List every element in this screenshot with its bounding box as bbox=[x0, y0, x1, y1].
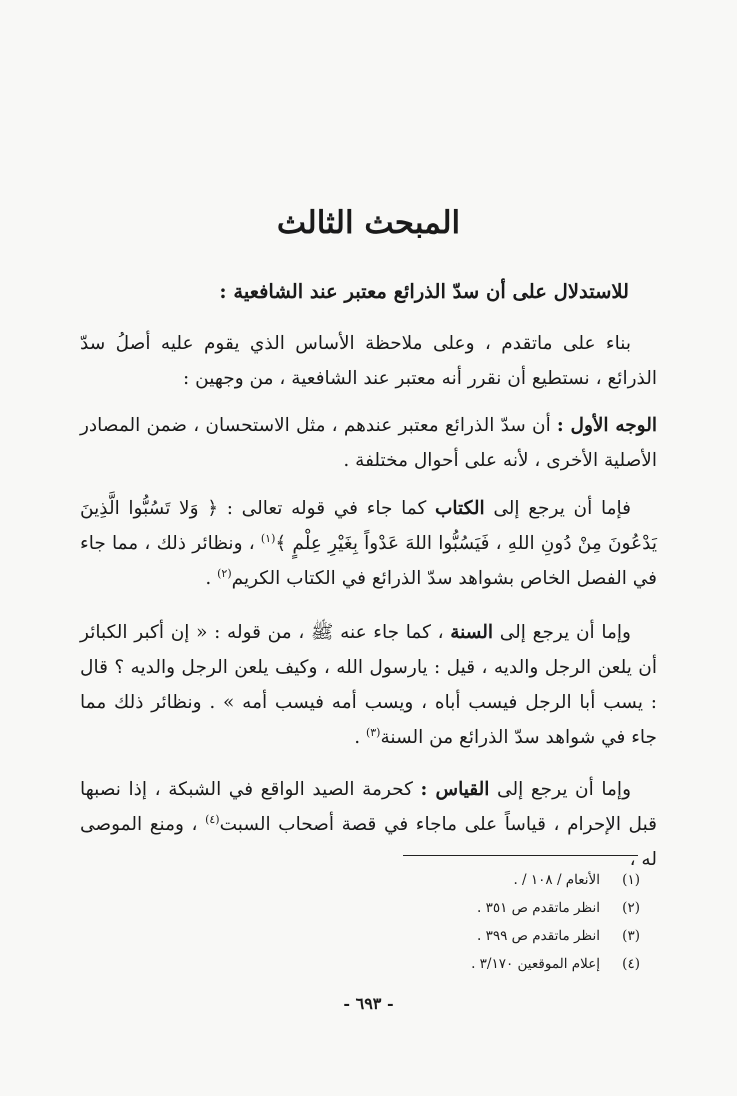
footnote-text: إعلام الموقعين ٣/١٧٠ . bbox=[471, 956, 600, 972]
first-aspect-text: أن سدّ الذرائع معتبر عندهم ، مثل الاستحسان ، ضمن المصادر الأصلية الأخرى ، لأنه على أحوال مختلفة . bbox=[80, 415, 657, 471]
footnote-ref-3[interactable]: (٣) bbox=[365, 725, 381, 739]
section-subtitle: للاستدلال على أن سدّ الذرائع معتبر عند الشافعية : bbox=[219, 280, 629, 303]
paragraph-intro-text: بناء على ماتقدم ، وعلى ملاحظة الأساس الذي يقوم عليه أصلُ سدّ الذرائع ، نستطيع أن نقرر أنه معتبر عند الشافعية ، من وجهين : bbox=[80, 333, 657, 389]
footnotes bbox=[80, 866, 640, 978]
footnote-text: الأنعام / ١٠٨ / . bbox=[513, 872, 600, 888]
footnote-number: (٢) bbox=[622, 900, 640, 916]
sunnah-text-c: . bbox=[354, 727, 366, 748]
footnote-text: انظر ماتقدم ص ٣٥١ . bbox=[477, 900, 600, 916]
sunnah-hadith: ، كما جاء عنه ﷺ ، من قوله : « إن أكبر الكبائر أن يلعن الرجل والديه ، قيل : يارسول الله ، وكيف يلعن الرجل والديه ؟ قال : يسب أبا الرجل فيسب أباه ، ويسب أمه فيسب أمه » . ونظائر ذلك مما جاء في شواهد سدّ الذرائع من السنة bbox=[80, 622, 657, 748]
paragraph-sunnah bbox=[80, 615, 657, 755]
paragraph-quran bbox=[80, 491, 657, 596]
paragraph-intro bbox=[80, 326, 657, 396]
quran-text-c: ، ونظائر ذلك ، مما جاء في الفصل الخاص بشواهد سدّ الذرائع في الكتاب الكريم bbox=[80, 533, 657, 589]
first-aspect-keyword: الوجه الأول : bbox=[556, 415, 658, 436]
quran-keyword: الكتاب bbox=[435, 498, 485, 519]
qiyas-text-a: وإما أن يرجع إلى bbox=[489, 779, 631, 800]
footnote-ref-2[interactable]: (٢) bbox=[217, 566, 232, 580]
sunnah-keyword: السنة bbox=[450, 622, 494, 643]
footnote-text: انظر ماتقدم ص ٣٩٩ . bbox=[477, 928, 600, 944]
footnote-ref-4[interactable]: (٤) bbox=[205, 812, 220, 826]
footnote-number: (٤) bbox=[622, 956, 640, 972]
footnote-item bbox=[80, 866, 640, 894]
footnote-ref-1[interactable]: (١) bbox=[260, 531, 276, 545]
page-number: - ٦٩٣ - bbox=[343, 994, 394, 1013]
quran-verse: كما جاء في قوله تعالى : ﴿ وَلا تَسُبُّوا الَّذِينَ يَدْعُونَ مِنْ دُونِ اللهِ ، فَيَسُبُّوا اللهَ عَدْواً بِغَيْرِ عِلْمٍ ﴾ bbox=[80, 498, 657, 554]
qiyas-text-c: ، ومنع الموصى له ، bbox=[80, 814, 657, 870]
paragraph-first-aspect bbox=[80, 408, 657, 478]
footnote-item bbox=[80, 950, 640, 978]
footnote-item bbox=[80, 894, 640, 922]
quran-text-d: . bbox=[205, 568, 218, 589]
paragraph-qiyas bbox=[80, 772, 657, 877]
footnote-number: (١) bbox=[622, 872, 640, 888]
footnote-number: (٣) bbox=[622, 928, 640, 944]
sunnah-text-a: وإما أن يرجع إلى bbox=[493, 622, 631, 643]
qiyas-text-b: كحرمة الصيد الواقع في الشبكة ، إذا نصبها قبل الإحرام ، قياساً على ماجاء في قصة أصحاب السبت bbox=[80, 779, 657, 835]
section-title: المبحث الثالث bbox=[276, 205, 461, 241]
qiyas-keyword: القياس : bbox=[420, 779, 490, 800]
footnote-item bbox=[80, 922, 640, 950]
footnote-divider bbox=[403, 855, 638, 856]
quran-text-a: فإما أن يرجع إلى bbox=[484, 498, 631, 519]
